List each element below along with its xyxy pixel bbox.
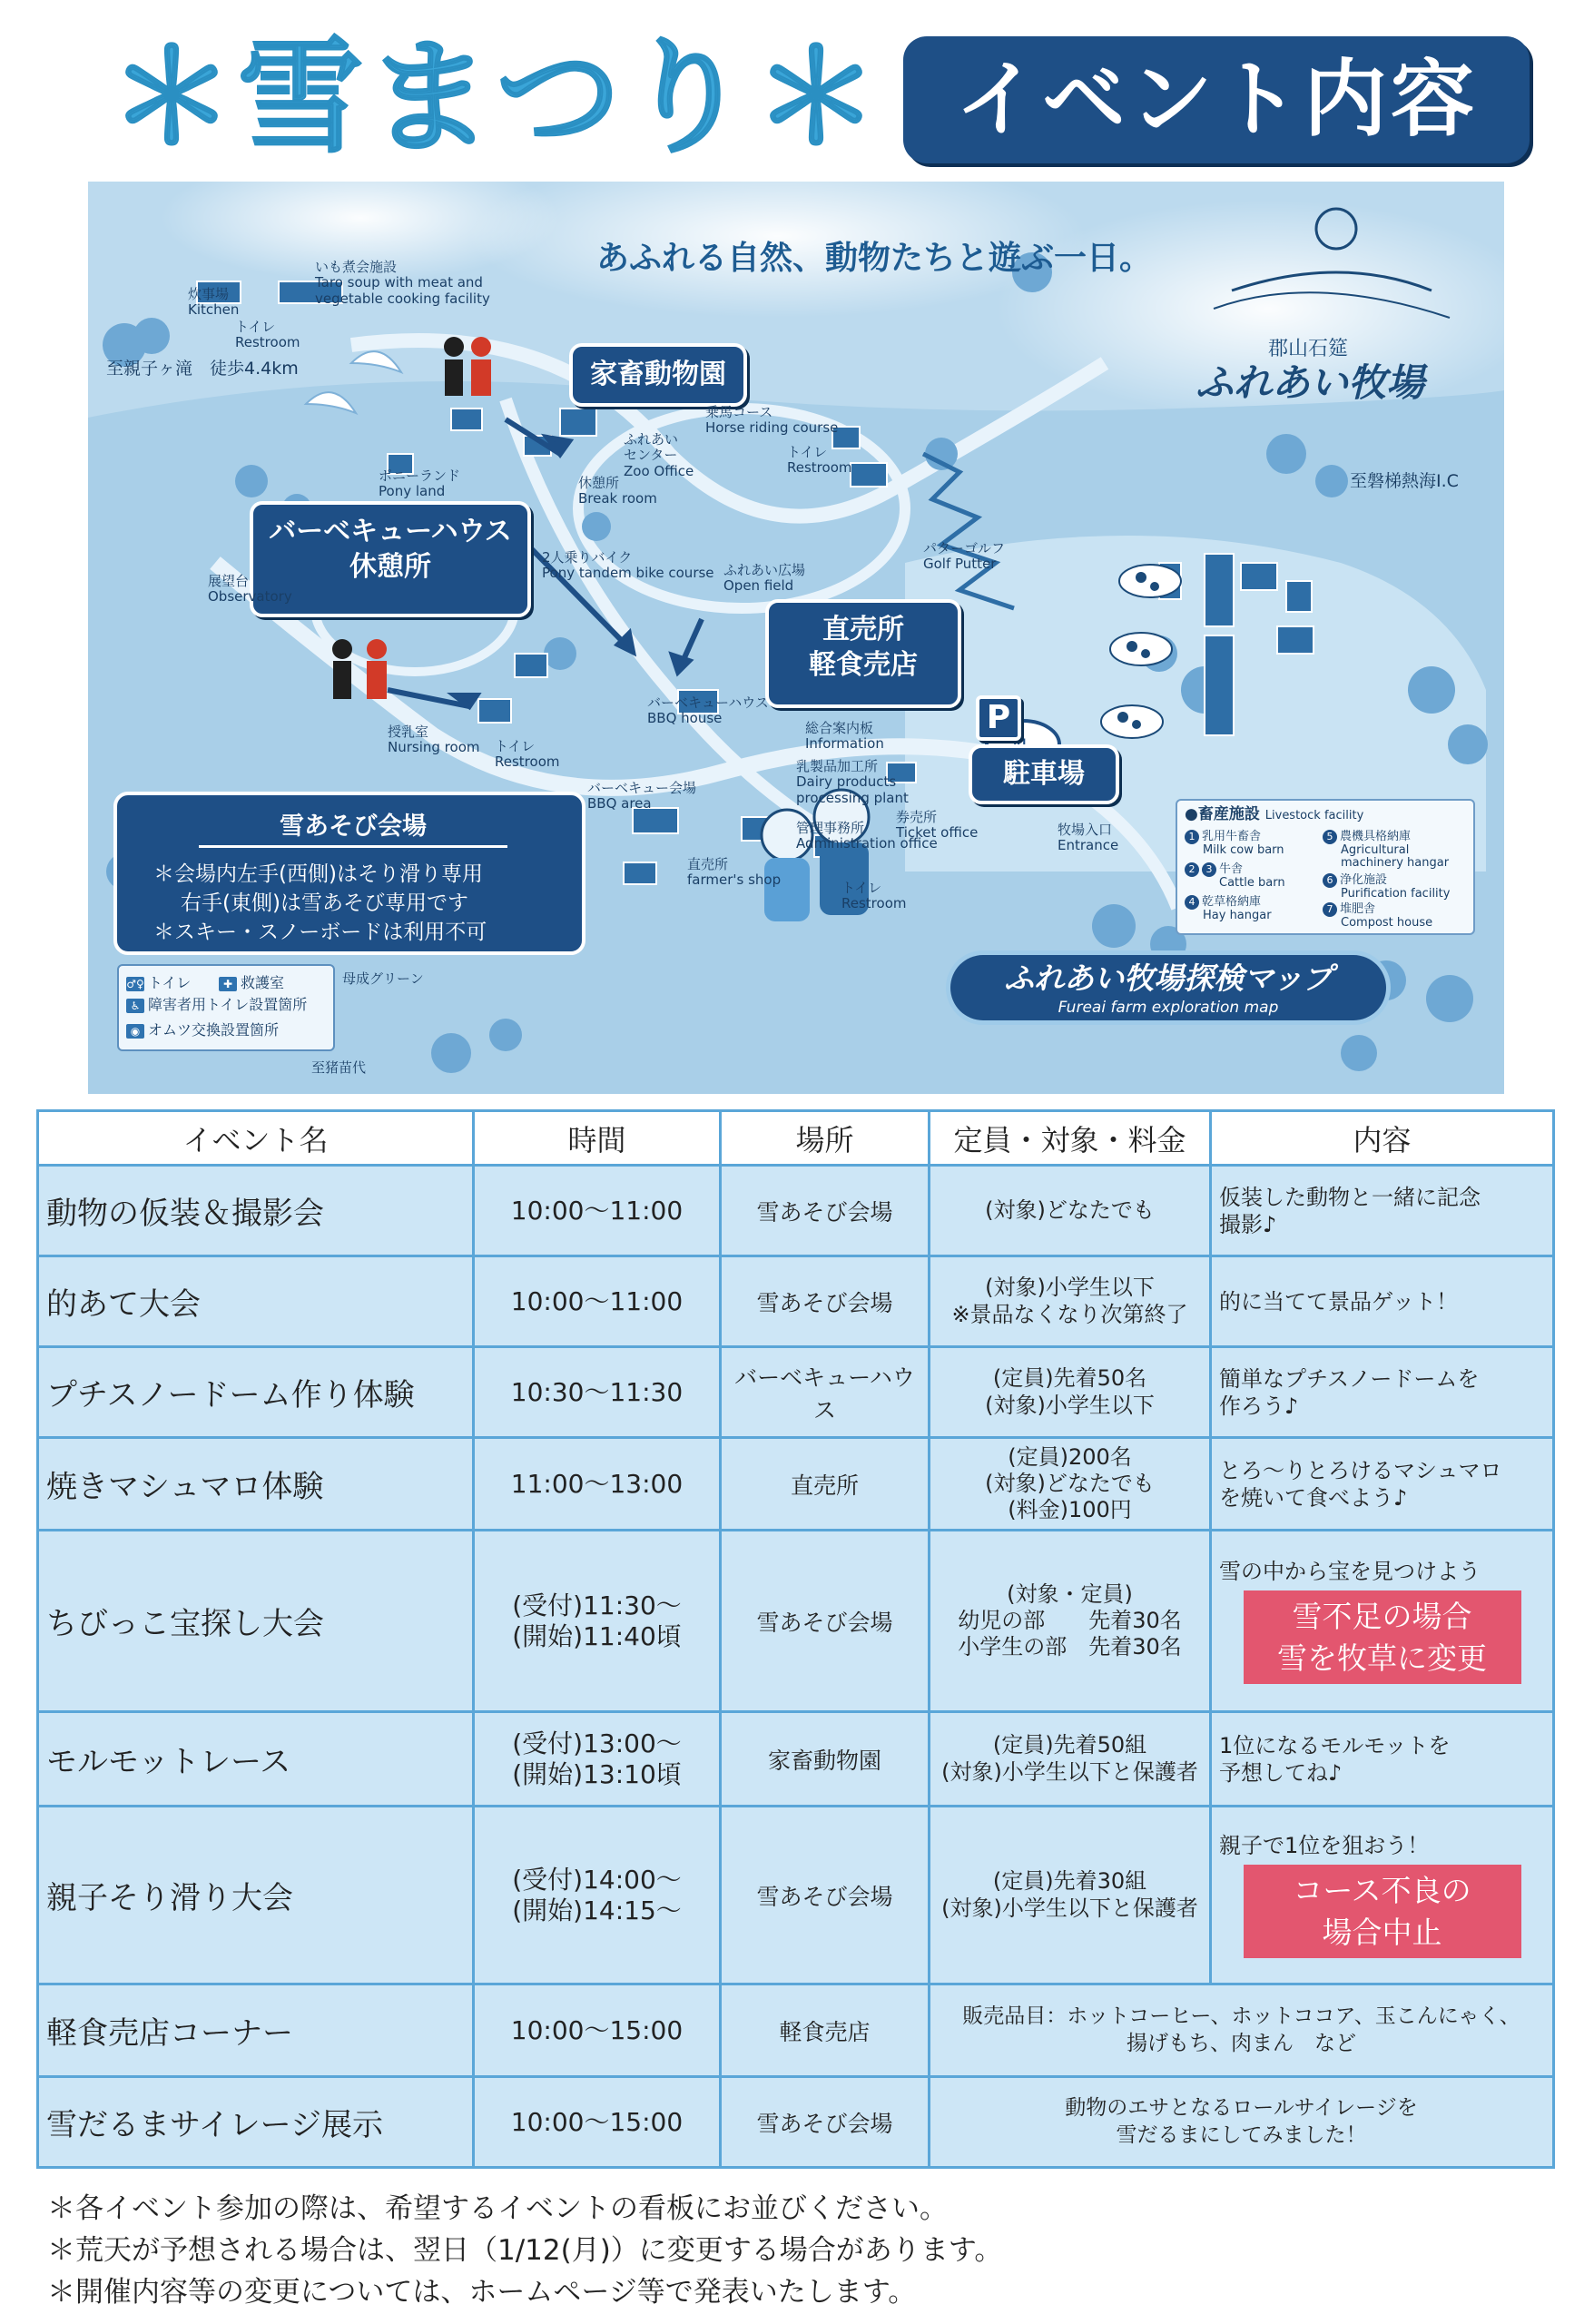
event-time: 10:00～11:00 <box>510 1195 684 1226</box>
table-row <box>38 1166 1554 1256</box>
map-label-info-en: Information <box>805 735 884 753</box>
event-place-cell <box>721 1166 930 1256</box>
map-label-kitchen-ja: 炊事場 <box>188 286 230 302</box>
map-label-ic: 至磐梯熱海I.C <box>1350 471 1459 491</box>
event-place: 雪あそび会場 <box>756 1198 893 1226</box>
legend-row-diaper <box>126 1019 279 1039</box>
facility-title: ●畜産施設 Livestock facility <box>1185 805 1364 823</box>
toilet-icon: ♂♀ <box>126 977 144 990</box>
map-label-horse-ja: 乗馬コース <box>705 404 773 420</box>
map-label-observatory-ja: 展望台 <box>208 573 250 589</box>
event-merged-cell <box>930 1984 1554 2077</box>
map-label-bbqarea-ja: バーベキュー会場 <box>587 780 697 796</box>
first-aid-icon: ✚ <box>219 977 237 991</box>
event-capacity: 幼児の部 先着30名 <box>958 1607 1182 1633</box>
map-label-tandem-ja: 2人乗りバイク <box>542 549 633 566</box>
event-place: 軽食売店 <box>779 2018 871 2045</box>
facility-ja-5: 農機具格納庫 <box>1340 830 1412 843</box>
event-name: 的あて大会 <box>46 1286 201 1323</box>
facility-num-1: 1 <box>1185 830 1199 844</box>
map-label-horse <box>705 405 838 437</box>
event-place: 直売所 <box>790 1472 859 1499</box>
note-3: ＊開催内容等の変更については、ホームページ等で発表いたします。 <box>47 2276 917 2309</box>
event-place-cell <box>721 1347 930 1438</box>
event-time: (開始)14:15～ <box>512 1895 682 1925</box>
facility-en-2: Cattle barn <box>1219 876 1285 890</box>
map-label-trail: 至親子ヶ滝 徒歩4.4km <box>106 359 299 379</box>
event-time: (受付)14:00～ <box>512 1864 682 1895</box>
map-label-ticket <box>896 810 978 842</box>
map-label-golf <box>923 541 1005 573</box>
map-label-inawashiro: 至猪苗代 <box>311 1059 367 1076</box>
map-label-pony <box>379 468 460 500</box>
event-place-cell <box>721 1807 930 1984</box>
event-name: モルモットレース <box>46 1744 291 1780</box>
map-label-ticket-en: Ticket office <box>896 824 979 842</box>
header-place: 場所 <box>721 1111 930 1166</box>
callout-zoo-text: 家畜動物園 <box>590 359 726 390</box>
snow-area-title: 雪あそび会場 <box>199 806 507 848</box>
map-label-bbqhouse-ja: バーベキューハウス <box>647 694 769 711</box>
warning-badge <box>1244 1865 1521 1958</box>
callout-zoo <box>569 343 747 407</box>
event-time-cell <box>474 1531 721 1712</box>
event-capacity: (料金)100円 <box>1008 1497 1132 1523</box>
map-label-farmers-ja: 直売所 <box>687 856 729 872</box>
map-label-bbqhouse <box>647 695 769 727</box>
facility-ja-1: 乳用牛畜舎 <box>1202 830 1262 843</box>
event-content: 予想してね♪ <box>1219 1759 1343 1786</box>
event-place: 雪あそび会場 <box>756 1289 893 1316</box>
table-row <box>38 2077 1554 2168</box>
facility-item-7 <box>1323 902 1432 930</box>
map-label-imoni <box>315 260 490 307</box>
callout-bbq-line1: バーベキューハウス <box>269 516 512 547</box>
warning-text: コース不良の <box>1293 1872 1471 1908</box>
event-place-cell <box>721 1712 930 1807</box>
callout-shop-line1: 直売所 <box>822 614 904 645</box>
map-label-bbqarea <box>587 781 696 812</box>
event-time: 11:00～13:00 <box>510 1468 684 1499</box>
event-capacity: (対象)どなたでも <box>985 1196 1155 1223</box>
event-place-cell <box>721 1256 930 1347</box>
event-name: 親子そり滑り大会 <box>46 1880 293 1916</box>
map-label-nursing <box>388 724 479 756</box>
header <box>0 0 1594 177</box>
table-row <box>38 1347 1554 1438</box>
map-label-center <box>624 432 694 479</box>
header-badge-text: イベント内容 <box>954 51 1478 148</box>
table-header-row <box>38 1111 1554 1166</box>
event-capacity: (対象)小学生以下と保護者 <box>941 1758 1198 1785</box>
table-row <box>38 1807 1554 1984</box>
event-time: (受付)13:00～ <box>512 1728 682 1758</box>
event-capacity: ※景品なくなり次第終了 <box>951 1301 1188 1327</box>
event-time-cell <box>474 1712 721 1807</box>
legend-row-toilet <box>126 971 191 992</box>
diaper-icon: ◉ <box>126 1024 144 1039</box>
facility-num-5: 5 <box>1323 830 1337 844</box>
event-capacity: (定員)先着30組 <box>992 1868 1147 1895</box>
map-label-toilet-nw <box>235 320 300 351</box>
facility-title-en: Livestock facility <box>1264 809 1364 822</box>
facility-num-7: 7 <box>1323 902 1337 917</box>
event-merged-text: 雪だるまにしてみました！ <box>1116 2122 1367 2147</box>
map-label-entrance-ja: 牧場入口 <box>1058 822 1113 838</box>
map-legend <box>117 964 335 1051</box>
facility-item-5 <box>1323 830 1459 871</box>
farm-logo-sub: 郡山石筵 <box>1268 338 1349 360</box>
map-label-toilet-n <box>787 445 851 477</box>
map-label-tandem-en: Pony tandem bike course <box>542 565 714 582</box>
event-time: 10:30～11:30 <box>510 1376 684 1407</box>
event-name-cell <box>38 1256 474 1347</box>
table-row <box>38 1256 1554 1347</box>
map-label-tandem <box>542 550 714 582</box>
map-label-pony-en: Pony land <box>379 483 446 500</box>
event-content-cell <box>1211 1256 1554 1347</box>
event-content: 的に当てて景品ゲット！ <box>1219 1288 1459 1315</box>
event-capacity-cell <box>930 1347 1211 1438</box>
parking-letter <box>976 695 1021 741</box>
callout-shop-line2: 軽食売店 <box>809 649 918 681</box>
warning-text: 雪不足の場合 <box>1292 1598 1472 1634</box>
event-capacity-cell <box>930 1712 1211 1807</box>
facility-ja-4: 乾草格納庫 <box>1202 895 1262 909</box>
map-label-kitchen <box>188 287 239 319</box>
table-row <box>38 1984 1554 2077</box>
event-name-cell <box>38 1438 474 1531</box>
map-label-toilet-nw-en: Restroom <box>235 334 300 351</box>
map-label-admin-ja: 管理事務所 <box>796 820 865 836</box>
facility-num-2: 2 <box>1185 862 1199 877</box>
event-capacity-cell <box>930 1807 1211 1984</box>
map-label-nursing-ja: 授乳室 <box>388 724 429 740</box>
header-event-name: イベント名 <box>38 1111 474 1166</box>
event-merged-text: 販売品目：ホットコーヒー、ホットココア、玉こんにゃく、 <box>962 2004 1520 2028</box>
event-capacity: (対象)小学生以下と保護者 <box>941 1895 1198 1921</box>
map-label-dairy <box>796 759 909 806</box>
map-label-toilet-n-en: Restroom <box>787 459 852 477</box>
map-label-center-en: Zoo Office <box>624 462 694 479</box>
event-time-cell <box>474 2077 721 2168</box>
event-content: 仮装した動物と一緒に記念 <box>1219 1184 1481 1210</box>
facility-en-6: Purification facility <box>1341 887 1451 901</box>
snow-area-note-2: 右手(東側)は雪あそび専用です <box>181 891 468 915</box>
note-2: ＊荒天が予想される場合は、翌日（1/12(月)）に変更する場合があります。 <box>47 2234 1003 2267</box>
legend-accessible: 障害者用トイレ設置箇所 <box>148 996 308 1013</box>
event-content-cell <box>1211 1438 1554 1531</box>
event-capacity-cell <box>930 1166 1211 1256</box>
farm-logo: ふれあい牧場 <box>1196 360 1425 405</box>
event-time-cell <box>474 1438 721 1531</box>
event-time: (受付)11:30～ <box>512 1590 682 1620</box>
event-capacity: 小学生の部 先着30名 <box>958 1634 1182 1660</box>
map-label-admin-en: Administration office <box>796 835 938 852</box>
event-name-cell <box>38 2077 474 2168</box>
map-label-rest-ja: 休憩所 <box>578 475 620 491</box>
map-label-center-ja1: ふれあい <box>624 431 679 448</box>
event-name: プチスノードーム作り体験 <box>46 1377 415 1413</box>
event-time: 10:00～15:00 <box>510 2106 684 2137</box>
facility-ja-6: 浄化施設 <box>1340 873 1388 887</box>
event-place: 雪あそび会場 <box>756 2110 893 2137</box>
event-content: 親子で1位を狙おう！ <box>1219 1832 1430 1858</box>
facility-item-6 <box>1323 873 1450 901</box>
map-label-nursing-en: Nursing room <box>388 739 480 756</box>
snow-area-box <box>113 792 585 955</box>
event-name: ちびっこ宝探し大会 <box>46 1606 324 1642</box>
event-time: (開始)13:10頃 <box>512 1758 682 1789</box>
table-row <box>38 1438 1554 1531</box>
map-label-toilet-s-ja: トイレ <box>841 880 882 896</box>
map-label-toilet-n-ja: トイレ <box>787 444 828 460</box>
legend-toilet: トイレ <box>148 974 192 991</box>
parking-letter-text: P <box>986 699 1011 736</box>
event-content: 撮影♪ <box>1219 1211 1277 1237</box>
snow-area-note-1: ＊会場内左手(西側)はそり滑り専用 <box>153 862 483 886</box>
event-place: 家畜動物園 <box>767 1747 881 1774</box>
facility-en-1: Milk cow barn <box>1203 843 1284 857</box>
event-time-cell <box>474 1166 721 1256</box>
event-merged-text: 動物のエサとなるロールサイレージを <box>1065 2095 1418 2120</box>
event-place-cell <box>721 1984 930 2077</box>
event-capacity: (対象・定員) <box>1007 1581 1133 1607</box>
header-content: 内容 <box>1211 1111 1554 1166</box>
facility-num-4: 4 <box>1185 895 1199 910</box>
event-name-cell <box>38 1347 474 1438</box>
exploration-map-banner <box>950 955 1386 1020</box>
event-table <box>36 1109 1555 2169</box>
legend-row-first-aid <box>219 971 284 992</box>
snow-area-note-3: ＊スキー・スノーボードは利用不可 <box>153 921 487 944</box>
table-row <box>38 1712 1554 1807</box>
event-name-cell <box>38 1984 474 2077</box>
event-capacity: (定員)先着50組 <box>992 1732 1147 1758</box>
callout-parking-text: 駐車場 <box>1003 758 1085 790</box>
event-time-cell <box>474 1347 721 1438</box>
event-content: 雪の中から宝を見つけよう <box>1219 1558 1481 1584</box>
event-capacity-cell <box>930 1256 1211 1347</box>
event-capacity: (対象)小学生以下 <box>985 1392 1155 1418</box>
map-label-imoni-en1: Taro soup with meat and <box>315 274 483 291</box>
event-content-cell <box>1211 1531 1554 1712</box>
legend-diaper: オムツ交換設置箇所 <box>148 1021 280 1039</box>
map-label-kitchen-en: Kitchen <box>188 301 240 319</box>
map-label-golf-ja: パターゴルフ <box>923 540 1006 556</box>
facility-item-1 <box>1185 830 1284 857</box>
map-label-toilet-nw-ja: トイレ <box>235 319 276 335</box>
exploration-map-title: ふれあい牧場探検マップ <box>1004 960 1333 996</box>
event-place-cell <box>721 1531 930 1712</box>
event-time: 10:00～11:00 <box>510 1285 684 1316</box>
facility-ja-2: 牛舎 <box>1219 862 1244 876</box>
event-place: 雪あそび会場 <box>756 1609 893 1636</box>
event-rows <box>38 1166 1554 2168</box>
event-content: 作ろう♪ <box>1219 1393 1299 1419</box>
map-label-farmers-en: farmer's shop <box>687 872 782 889</box>
event-name-cell <box>38 1807 474 1984</box>
callout-bbq-line2: 休憩所 <box>349 551 431 583</box>
map-label-toilet-w <box>495 739 559 771</box>
event-content-cell <box>1211 1347 1554 1438</box>
event-content-cell <box>1211 1166 1554 1256</box>
map-label-golf-en: Golf Putter <box>923 556 997 573</box>
facility-num-6: 6 <box>1323 873 1337 888</box>
event-content: とろ～りとろけるマシュマロ <box>1219 1457 1502 1483</box>
page-title: ＊雪まつり＊ <box>109 25 883 171</box>
event-name-cell <box>38 1166 474 1256</box>
map-label-openfield-en: Open field <box>723 577 794 595</box>
legend-first-aid: 救護室 <box>241 974 285 991</box>
event-content: 1位になるモルモットを <box>1219 1732 1451 1758</box>
map-label-bbqarea-en: BBQ area <box>587 795 652 812</box>
map-label-bbqhouse-en: BBQ house <box>647 710 723 727</box>
event-time: 10:00～15:00 <box>510 2014 684 2045</box>
facility-ja-7: 堆肥舎 <box>1340 902 1376 916</box>
event-place: バーベキューハウス <box>734 1364 915 1423</box>
event-name: 雪だるまサイレージ展示 <box>46 2107 383 2143</box>
header-capacity: 定員・対象・料金 <box>930 1111 1211 1166</box>
map-label-dairy-en2: processing plant <box>796 789 909 806</box>
map-label-openfield <box>723 563 805 595</box>
event-name-cell <box>38 1712 474 1807</box>
event-merged-text: 揚げもち、肉まん など <box>1127 2031 1356 2055</box>
event-capacity: (定員)先着50名 <box>992 1365 1147 1392</box>
event-content: 簡単なプチスノードームを <box>1219 1365 1480 1392</box>
map-label-center-ja2: センター <box>624 447 678 464</box>
livestock-facility-box <box>1176 799 1475 935</box>
facility-item-2 <box>1185 862 1285 890</box>
event-content-cell <box>1211 1712 1554 1807</box>
event-place-cell <box>721 2077 930 2168</box>
event-capacity-cell <box>930 1531 1211 1712</box>
map-label-dairy-en1: Dairy products <box>796 773 897 791</box>
event-capacity: (対象)どなたでも <box>985 1470 1155 1496</box>
map-label-openfield-ja: ふれあい広場 <box>723 562 806 578</box>
facility-item-4 <box>1185 895 1272 922</box>
map-label-toilet-w-en: Restroom <box>495 753 560 771</box>
event-capacity: (定員)200名 <box>1008 1443 1132 1470</box>
map-label-pony-ja: ポニーランド <box>379 468 461 484</box>
map-tagline: あふれる自然、動物たちと遊ぶ一日。 <box>596 240 1153 277</box>
exploration-map-subtitle: Fureai farm exploration map <box>1058 999 1279 1017</box>
map-label-info-ja: 総合案内板 <box>805 720 874 736</box>
callout-parking <box>969 744 1119 804</box>
map-label-toilet-w-ja: トイレ <box>495 738 536 754</box>
event-name: 焼きマシュマロ体験 <box>46 1469 324 1505</box>
facility-num-3: 3 <box>1202 862 1216 877</box>
callout-shop <box>765 599 961 708</box>
event-place-cell <box>721 1438 930 1531</box>
event-content: を焼いて食べよう♪ <box>1219 1484 1408 1511</box>
event-place: 雪あそび会場 <box>756 1883 893 1910</box>
map-label-info <box>805 721 884 753</box>
event-capacity-cell <box>930 1438 1211 1531</box>
facility-title-ja: 畜産施設 <box>1197 805 1260 823</box>
header-badge <box>903 36 1530 163</box>
facility-en-5: Agricultural machinery hangar <box>1341 843 1450 871</box>
map-label-rest-en: Break room <box>578 490 657 507</box>
map-label-entrance <box>1058 822 1118 854</box>
warning-text: 雪を牧草に変更 <box>1277 1640 1487 1676</box>
map-label-entrance-en: Entrance <box>1058 837 1119 854</box>
legend-row-accessible <box>126 993 307 1014</box>
map-label-imoni-en2: vegetable cooking facility <box>315 290 490 307</box>
map-label-dairy-ja: 乳製品加工所 <box>796 758 879 774</box>
map-label-farmers <box>687 857 781 889</box>
event-merged-cell <box>930 2077 1554 2168</box>
header-time: 時間 <box>474 1111 721 1166</box>
map-label-horse-en: Horse riding course <box>705 419 839 437</box>
map-label-ticket-ja: 券売所 <box>896 809 938 825</box>
footer-notes <box>47 2188 1002 2313</box>
map-label-rest <box>578 476 657 507</box>
map-label-toilet-s-en: Restroom <box>841 895 907 912</box>
farm-map <box>88 182 1504 1094</box>
map-label-toilet-s <box>841 881 906 912</box>
event-name-cell <box>38 1531 474 1712</box>
note-1: ＊各イベント参加の際は、希望するイベントの看板にお並びください。 <box>47 2192 948 2225</box>
map-label-observatory <box>208 574 292 606</box>
event-name: 動物の仮装＆撮影会 <box>46 1196 324 1232</box>
map-label-imoni-ja: いも煮会施設 <box>315 259 398 275</box>
warning-badge <box>1244 1590 1521 1684</box>
event-time-cell <box>474 1256 721 1347</box>
map-label-road: 母成グリーン <box>342 970 424 987</box>
event-name: 軽食売店コーナー <box>46 2015 293 2052</box>
event-time: (開始)11:40頃 <box>512 1620 682 1651</box>
map-label-observatory-en: Observatory <box>208 588 292 606</box>
event-time-cell <box>474 1807 721 1984</box>
warning-text: 場合中止 <box>1322 1914 1442 1950</box>
wheelchair-icon: ♿ <box>126 999 144 1013</box>
event-content-cell <box>1211 1807 1554 1984</box>
event-time-cell <box>474 1984 721 2077</box>
table-row <box>38 1531 1554 1712</box>
event-capacity: (対象)小学生以下 <box>985 1275 1155 1301</box>
facility-en-7: Compost house <box>1341 916 1433 930</box>
facility-en-4: Hay hangar <box>1203 909 1272 922</box>
